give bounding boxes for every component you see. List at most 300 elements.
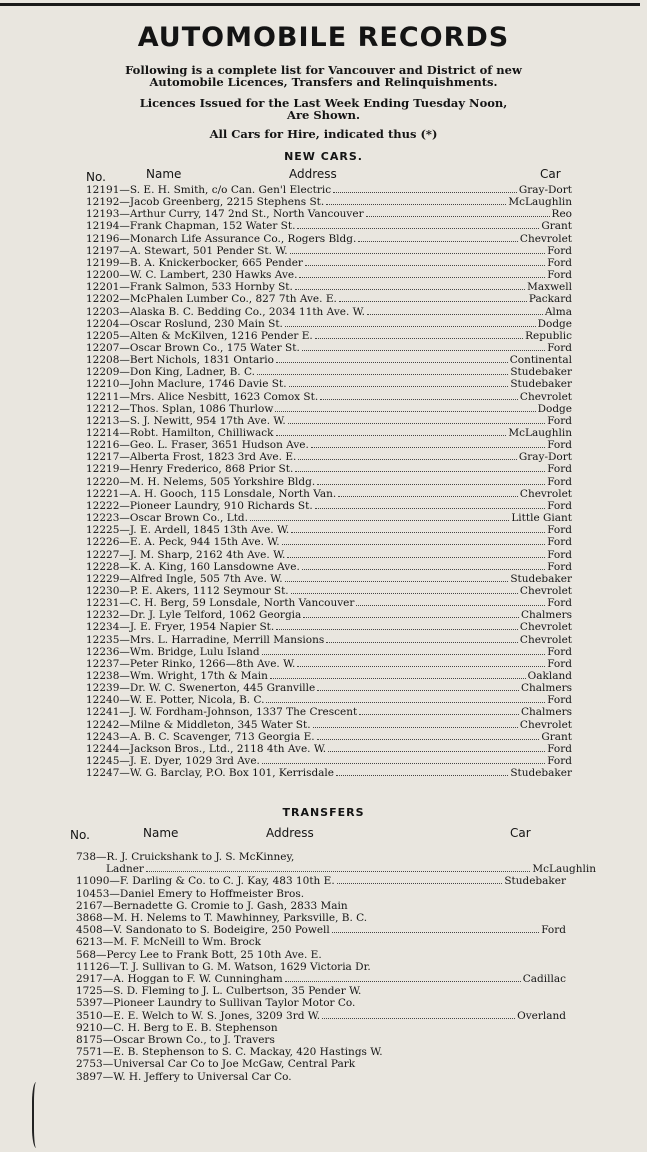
new-car-entry: 12211—Mrs. Alice Nesbitt, 1623 Comox St. — [86, 390, 319, 403]
new-car-owner: W. E. Potter, Nicola, B. C. — [129, 694, 265, 707]
new-cars-header-no: No. — [86, 170, 106, 184]
new-car-entry: 12197—A. Stewart, 501 Pender St. W. — [86, 244, 288, 257]
transfer-row — [76, 851, 566, 863]
new-car-make: Reo — [551, 208, 572, 221]
transfer-entry: 9210—C. H. Berg to E. B. Stephenson — [76, 1021, 278, 1034]
new-car-row — [86, 525, 572, 536]
new-car-make: Ford — [547, 256, 572, 269]
new-car-row — [86, 695, 572, 706]
transfer-parties: C. H. Berg to E. B. Stephenson — [113, 1021, 278, 1034]
new-car-owner: J. E. Fryer, 1954 Napier St. — [129, 621, 275, 634]
new-car-make: Ford — [547, 560, 572, 573]
new-car-owner: Dr. J. Lyle Telford, 1062 Georgia — [129, 609, 302, 622]
dot-leader — [298, 459, 517, 460]
new-car-owner: Jackson Bros., Ltd., 2118 4th Ave. W. — [129, 742, 327, 755]
transfer-row — [76, 875, 566, 887]
new-car-number: 12239 — [86, 682, 120, 695]
transfer-car: Ford — [541, 924, 566, 937]
new-car-row — [86, 343, 572, 354]
new-car-entry: 12193—Arthur Curry, 147 2nd St., North Vancouver — [86, 208, 364, 221]
new-car-owner: Monarch Life Assurance Co., Rogers Bldg. — [129, 232, 357, 245]
new-car-entry: 12216—Geo. L. Fraser, 3651 Hudson Ave. — [86, 439, 309, 452]
dot-leader — [262, 763, 545, 764]
new-car-owner: J. W. Fordham-Johnson, 1337 The Crescent — [129, 706, 358, 719]
new-car-row — [86, 319, 572, 330]
transfer-entry: 738—R. J. Cruickshank to J. S. McKinney, — [76, 851, 295, 863]
new-car-make: Alma — [544, 305, 572, 318]
new-car-owner: Robt. Hamilton, Chilliwack — [129, 427, 274, 439]
new-car-make: Chevrolet — [519, 232, 572, 245]
subtitle-line-5: All Cars for Hire, indicated thus (*) — [209, 127, 438, 141]
new-car-make: Ford — [547, 475, 572, 488]
transfer-number: 9210 — [76, 1021, 103, 1034]
new-car-make: Chalmers — [521, 609, 572, 622]
new-car-entry: 12231—C. H. Berg, 59 Lonsdale, North Vancouver — [86, 597, 355, 610]
new-car-entry: 12238—Wm. Wright, 17th & Main — [86, 670, 268, 682]
transfer-number: 10453 — [76, 887, 110, 900]
transfer-row — [76, 1034, 566, 1046]
new-car-owner: Alten & McKilven, 1216 Pender E. — [129, 329, 313, 342]
new-car-entry: 12214—Robt. Hamilton, Chilliwack — [86, 427, 274, 439]
transfer-entry: 6213—M. F. McNeill to Wm. Brock — [76, 936, 262, 949]
new-car-number: 12235 — [86, 633, 120, 646]
transfer-row — [76, 900, 566, 912]
new-car-owner: J. E. Ardell, 1845 13th Ave. W. — [129, 524, 290, 537]
new-car-make: Ford — [547, 463, 572, 476]
new-car-owner: Frank Salmon, 533 Hornby St. — [129, 281, 293, 294]
new-car-make: Republic — [525, 329, 572, 342]
transfer-row — [76, 1071, 566, 1083]
dot-leader — [326, 204, 506, 205]
new-car-make: Ford — [547, 414, 572, 427]
new-car-make: McLaughlin — [508, 196, 572, 209]
transfer-parties: Ladner — [106, 863, 144, 876]
new-car-number: 12201 — [86, 281, 120, 294]
new-car-owner: Henry Frederico, 868 Prior St. — [129, 463, 294, 476]
new-car-row — [86, 768, 572, 779]
new-car-row — [86, 428, 572, 439]
new-car-number: 12236 — [86, 645, 120, 658]
new-car-row — [86, 562, 572, 573]
new-car-owner: Don King, Ladner, B. C. — [129, 366, 255, 379]
new-car-entry: 12220—M. H. Nelems, 505 Yorkshire Bldg. — [86, 475, 316, 488]
new-car-row — [86, 610, 572, 621]
dot-leader — [275, 411, 535, 412]
transfer-number: 3868 — [76, 912, 103, 924]
new-car-number: 12230 — [86, 584, 120, 597]
new-car-entry: 12239—Dr. W. C. Swenerton, 445 Granville — [86, 682, 316, 695]
new-car-make: Chalmers — [521, 682, 572, 695]
new-car-number: 12211 — [86, 390, 120, 403]
new-car-number: 12221 — [86, 487, 120, 500]
new-car-owner: Milne & Middleton, 345 Water St. — [129, 718, 311, 731]
new-car-entry: 12203—Alaska B. C. Bedding Co., 2034 11th Ave. W. — [86, 305, 365, 318]
new-car-make: Ford — [547, 536, 572, 549]
new-car-number: 12191 — [86, 184, 120, 196]
new-car-entry: 12209—Don King, Ladner, B. C. — [86, 366, 255, 379]
new-car-entry: 12196—Monarch Life Assurance Co., Rogers Bldg. — [86, 232, 357, 245]
new-car-owner: Oscar Brown Co., 175 Water St. — [129, 341, 300, 354]
dot-leader — [295, 471, 545, 472]
new-car-number: 12220 — [86, 475, 120, 488]
dot-leader — [326, 642, 518, 643]
new-car-entry: 12221—A. H. Gooch, 115 Lonsdale, North Van. — [86, 487, 337, 500]
new-car-number: 12219 — [86, 463, 120, 476]
new-car-owner: Thos. Splan, 1086 Thurlow — [129, 402, 274, 415]
new-car-entry: 12202—McPhalen Lumber Co., 827 7th Ave. E. — [86, 293, 337, 306]
transfers-header-name: Name — [143, 826, 179, 840]
new-car-number: 12222 — [86, 499, 120, 512]
new-car-make: Continental — [509, 354, 572, 367]
dot-leader — [337, 883, 503, 884]
transfer-row — [76, 1058, 566, 1070]
new-car-number: 12237 — [86, 657, 120, 670]
new-car-make: Ford — [547, 645, 572, 658]
dot-leader — [305, 265, 545, 266]
new-car-row — [86, 464, 572, 475]
new-car-make: Dodge — [537, 317, 572, 330]
new-car-make: Chevrolet — [519, 390, 572, 403]
dot-leader — [302, 569, 545, 570]
dot-leader — [333, 192, 517, 193]
transfers-header-address: Address — [266, 826, 314, 840]
new-car-make: Ford — [547, 597, 572, 610]
transfer-car: Cadillac — [522, 973, 566, 985]
dot-leader — [317, 484, 545, 485]
new-car-owner: Mrs. L. Harradine, Merrill Mansions — [129, 633, 325, 646]
transfer-entry: 2167—Bernadette G. Cromie to J. Gash, 2833 Main — [76, 899, 348, 912]
transfer-parties: Oscar Brown Co., to J. Travers — [113, 1034, 275, 1046]
new-car-number: 12209 — [86, 366, 120, 379]
dot-leader — [317, 690, 519, 691]
new-car-number: 12247 — [86, 767, 120, 780]
new-car-row — [86, 720, 572, 731]
new-car-number: 12208 — [86, 354, 120, 367]
new-car-make: Gray-Dort — [518, 451, 572, 464]
new-car-number: 12238 — [86, 670, 120, 682]
new-car-make: Ford — [547, 694, 572, 707]
dot-leader — [367, 314, 543, 315]
new-car-row — [86, 440, 572, 451]
dot-leader — [328, 751, 545, 752]
new-car-make: Studebaker — [510, 378, 572, 391]
transfer-row — [76, 961, 566, 973]
transfer-row — [76, 973, 566, 985]
new-car-row — [86, 501, 572, 512]
new-car-entry: 12217—Alberta Frost, 1823 3rd Ave. E. — [86, 451, 297, 464]
new-car-owner: C. H. Berg, 59 Lonsdale, North Vancouver — [129, 597, 355, 610]
new-car-make: Chevrolet — [519, 621, 572, 634]
dot-leader — [291, 593, 518, 594]
new-car-number: 12192 — [86, 196, 120, 209]
new-car-number: 12216 — [86, 439, 120, 452]
new-car-make: Ford — [547, 244, 572, 257]
new-car-row — [86, 392, 572, 403]
transfer-number: 2753 — [76, 1058, 103, 1071]
new-car-number: 12200 — [86, 269, 120, 282]
new-car-entry: 12247—W. G. Barclay, P.O. Box 101, Kerrisdale — [86, 767, 335, 780]
new-car-number: 12199 — [86, 256, 120, 269]
new-car-entry: 12212—Thos. Splan, 1086 Thurlow — [86, 402, 274, 415]
new-car-row — [86, 647, 572, 658]
new-car-owner: Wm. Bridge, Lulu Island — [129, 645, 260, 658]
dot-leader — [285, 326, 536, 327]
new-car-make: Chevrolet — [519, 584, 572, 597]
new-car-row — [86, 622, 572, 633]
subtitle-line-3: Licences Issued for the Last Week Ending Tuesday Noon, — [139, 96, 508, 110]
top-rule — [0, 3, 640, 6]
transfers-header-no: No. — [70, 828, 90, 842]
pen-mark — [32, 1082, 46, 1148]
new-car-row — [86, 270, 572, 281]
subtitle-line-4: Are Shown. — [287, 108, 360, 122]
new-car-entry: 12240—W. E. Potter, Nicola, B. C. — [86, 694, 265, 707]
transfer-parties: Percy Lee to Frank Bott, 25 10th Ave. E. — [106, 948, 322, 961]
new-car-row — [86, 185, 572, 196]
dot-leader — [315, 338, 523, 339]
new-car-row — [86, 598, 572, 609]
new-car-row — [86, 404, 572, 415]
new-car-number: 12232 — [86, 609, 120, 622]
dot-leader — [338, 496, 518, 497]
new-car-owner: P. E. Akers, 1112 Seymour St. — [129, 584, 289, 597]
dot-leader — [146, 871, 530, 872]
transfer-entry: 8175—Oscar Brown Co., to J. Travers — [76, 1034, 275, 1046]
dot-leader — [358, 241, 518, 242]
new-car-entry: 12226—E. A. Peck, 944 15th Ave. W. — [86, 536, 280, 549]
new-car-owner: Jacob Greenberg, 2215 Stephens St. — [129, 196, 325, 209]
new-car-entry: 12228—K. A. King, 160 Lansdowne Ave. — [86, 560, 300, 573]
transfer-entry: 3510—E. E. Welch to W. S. Jones, 3209 3rd W. — [76, 1009, 321, 1022]
transfer-number: 3510 — [76, 1009, 103, 1022]
new-car-row — [86, 744, 572, 755]
transfer-number: 5397 — [76, 997, 103, 1010]
dot-leader — [359, 714, 519, 715]
new-car-entry: 12227—J. M. Sharp, 2162 4th Ave. W. — [86, 548, 286, 561]
new-car-row — [86, 550, 572, 561]
transfer-row — [76, 1046, 566, 1058]
new-car-number: 12212 — [86, 402, 120, 415]
new-car-row — [86, 683, 572, 694]
new-car-row — [86, 707, 572, 718]
new-car-entry: 12201—Frank Salmon, 533 Hornby St. — [86, 281, 293, 294]
transfer-entry: 10453—Daniel Emery to Hoffmeister Bros. — [76, 887, 305, 900]
new-cars-header-name: Name — [146, 167, 182, 181]
transfer-car: Overland — [517, 1009, 566, 1022]
transfer-row — [76, 1010, 566, 1022]
new-car-number: 12228 — [86, 560, 120, 573]
new-car-row — [86, 367, 572, 378]
new-car-entry: 12234—J. E. Fryer, 1954 Napier St. — [86, 621, 275, 634]
new-car-entry: 12229—Alfred Ingle, 505 7th Ave. W. — [86, 572, 283, 585]
new-car-entry: 12235—Mrs. L. Harradine, Merrill Mansions — [86, 633, 325, 646]
new-car-entry: 12230—P. E. Akers, 1112 Seymour St. — [86, 584, 289, 597]
new-car-entry: 12222—Pioneer Laundry, 910 Richards St. — [86, 499, 313, 512]
transfer-number: 7571 — [76, 1046, 103, 1059]
new-car-make: Maxwell — [527, 281, 572, 294]
new-car-entry: 12243—A. B. C. Scavenger, 713 Georgia E. — [86, 730, 315, 743]
new-car-owner: Oscar Roslund, 230 Main St. — [129, 317, 283, 330]
new-car-owner: A. Stewart, 501 Pender St. W. — [129, 244, 288, 257]
transfer-car: McLaughlin — [532, 863, 596, 876]
new-car-owner: A. H. Gooch, 115 Lonsdale, North Van. — [129, 487, 337, 500]
new-car-make: Gray-Dort — [518, 184, 572, 196]
subtitle-line-2: Automobile Licences, Transfers and Relinquishments. — [149, 75, 498, 89]
new-car-entry: 12191—S. E. H. Smith, c/o Can. Gen'l Electric — [86, 184, 332, 196]
new-car-owner: Bert Nichols, 1831 Ontario — [129, 354, 274, 367]
transfer-parties: W. H. Jeffery to Universal Car Co. — [113, 1070, 292, 1083]
new-car-owner: Frank Chapman, 152 Water St. — [129, 220, 296, 233]
transfer-row — [76, 888, 566, 900]
new-car-row — [86, 732, 572, 743]
new-car-owner: S. J. Newitt, 954 17th Ave. W. — [129, 414, 286, 427]
transfer-parties: F. Darling & Co. to C. J. Kay, 483 10th E. — [119, 875, 335, 888]
dot-leader — [299, 277, 545, 278]
transfer-parties: T. J. Sullivan to G. M. Watson, 1629 Victoria Dr. — [119, 960, 371, 973]
new-car-entry: 12219—Henry Frederico, 868 Prior St. — [86, 463, 294, 476]
new-car-make: Chalmers — [521, 706, 572, 719]
new-car-row — [86, 477, 572, 488]
new-car-number: 12202 — [86, 293, 120, 306]
new-car-row — [86, 209, 572, 220]
new-car-owner: McPhalen Lumber Co., 827 7th Ave. E. — [129, 293, 337, 306]
transfer-parties: M. F. McNeill to Wm. Brock — [113, 936, 262, 949]
new-car-entry: 12208—Bert Nichols, 1831 Ontario — [86, 354, 274, 367]
new-car-row — [86, 234, 572, 245]
transfer-row — [76, 997, 566, 1009]
new-car-owner: E. A. Peck, 944 15th Ave. W. — [129, 536, 280, 549]
new-car-row — [86, 282, 572, 293]
transfer-number: 2917 — [76, 973, 103, 985]
new-car-number: 12242 — [86, 718, 120, 731]
headline: AUTOMOBILE RECORDS — [137, 22, 510, 53]
new-car-number: 12213 — [86, 414, 120, 427]
transfer-number: 6213 — [76, 936, 103, 949]
transfer-entry: 1725—S. D. Fleming to J. L. Culbertson, 35 Pender W. — [76, 985, 362, 998]
new-car-owner: J. E. Dyer, 1029 3rd Ave. — [129, 755, 260, 768]
new-car-make: McLaughlin — [508, 427, 572, 439]
new-car-row — [86, 258, 572, 269]
subtitle-line-1: Following is a complete list for Vancouver and District of new — [125, 63, 522, 77]
new-car-number: 12225 — [86, 524, 120, 537]
dot-leader — [282, 544, 546, 545]
new-car-owner: S. E. H. Smith, c/o Can. Gen'l Electric — [129, 184, 332, 196]
new-car-number: 12197 — [86, 244, 120, 257]
dot-leader — [291, 532, 545, 533]
new-car-number: 12231 — [86, 597, 120, 610]
new-car-make: Chevrolet — [519, 718, 572, 731]
transfer-parties: S. D. Fleming to J. L. Culbertson, 35 Pender W. — [113, 985, 362, 998]
new-car-entry: 12192—Jacob Greenberg, 2215 Stephens St. — [86, 196, 325, 209]
new-car-entry: 12244—Jackson Bros., Ltd., 2118 4th Ave. W. — [86, 742, 327, 755]
new-car-owner: Arthur Curry, 147 2nd St., North Vancouver — [129, 208, 364, 221]
dot-leader — [276, 362, 508, 363]
new-car-owner: Geo. L. Fraser, 3651 Hudson Ave. — [129, 439, 309, 452]
dot-leader — [322, 1018, 515, 1019]
transfer-row — [76, 949, 566, 961]
new-car-number: 12245 — [86, 755, 120, 768]
new-car-entry: 12225—J. E. Ardell, 1845 13th Ave. W. — [86, 524, 290, 537]
new-car-entry: 12236—Wm. Bridge, Lulu Island — [86, 645, 260, 658]
transfer-entry: 3897—W. H. Jeffery to Universal Car Co. — [76, 1070, 292, 1083]
new-car-entry: 12242—Milne & Middleton, 345 Water St. — [86, 718, 311, 731]
transfer-entry: 11090—F. Darling & Co. to C. J. Kay, 483 10th E. — [76, 875, 335, 888]
transfers-header-car: Car — [510, 826, 531, 840]
transfer-entry: 11126—T. J. Sullivan to G. M. Watson, 1629 Victoria Dr. — [76, 960, 371, 973]
dot-leader — [317, 739, 540, 740]
dot-leader — [250, 520, 509, 521]
dot-leader — [288, 423, 546, 424]
new-car-make: Packard — [528, 293, 572, 306]
new-car-make: Little Giant — [511, 512, 572, 525]
dot-leader — [336, 775, 508, 776]
new-car-make: Ford — [547, 524, 572, 537]
transfer-row — [106, 863, 596, 875]
new-car-entry: 12210—John Maclure, 1746 Davie St. — [86, 378, 287, 391]
dot-leader — [332, 932, 539, 933]
new-car-row — [86, 355, 572, 366]
transfer-entry: 568—Percy Lee to Frank Bott, 25 10th Ave. E. — [76, 948, 322, 961]
transfer-number: 3897 — [76, 1070, 103, 1083]
new-car-make: Studebaker — [510, 767, 572, 780]
new-car-entry: 12200—W. C. Lambert, 230 Hawks Ave. — [86, 269, 298, 282]
new-car-owner: B. A. Knickerbocker, 665 Pender — [129, 256, 303, 269]
transfer-number: 11090 — [76, 875, 110, 888]
new-car-number: 12227 — [86, 548, 120, 561]
new-car-row — [86, 586, 572, 597]
new-car-row — [86, 294, 572, 305]
new-car-owner: Alberta Frost, 1823 3rd Ave. E. — [129, 451, 297, 464]
new-car-make: Grant — [541, 220, 572, 233]
dot-leader — [297, 666, 545, 667]
dot-leader — [266, 702, 545, 703]
new-car-number: 12217 — [86, 451, 120, 464]
new-car-number: 12226 — [86, 536, 120, 549]
new-car-row — [86, 671, 572, 682]
dot-leader — [270, 678, 526, 679]
new-car-row — [86, 635, 572, 646]
new-car-number: 12234 — [86, 621, 120, 634]
new-car-make: Ford — [547, 742, 572, 755]
new-car-owner: W. C. Lambert, 230 Hawks Ave. — [129, 269, 298, 282]
transfer-number: 738 — [76, 851, 97, 863]
dot-leader — [287, 557, 545, 558]
new-car-entry: 12213—S. J. Newitt, 954 17th Ave. W. — [86, 414, 286, 427]
transfer-number: 568 — [76, 948, 97, 961]
new-car-row — [86, 513, 572, 524]
new-cars-title: NEW CARS. — [284, 150, 363, 163]
new-car-row — [86, 756, 572, 767]
transfer-number: 2167 — [76, 899, 103, 912]
dot-leader — [313, 727, 518, 728]
new-car-entry: 12237—Peter Rinko, 1266—8th Ave. W. — [86, 657, 296, 670]
transfer-entry: 2917—A. Hoggan to F. W. Cunningham — [76, 973, 283, 985]
new-cars-header-car: Car — [540, 167, 561, 181]
new-car-entry: 12223—Oscar Brown Co., Ltd. — [86, 512, 248, 525]
new-car-make: Ford — [547, 657, 572, 670]
transfer-number: 1725 — [76, 985, 103, 998]
new-car-row — [86, 331, 572, 342]
new-car-row — [86, 307, 572, 318]
transfer-parties: M. H. Nelems to T. Mawhinney, Parksville, B. C. — [113, 912, 368, 924]
new-car-entry: 12194—Frank Chapman, 152 Water St. — [86, 220, 296, 233]
new-car-number: 12244 — [86, 742, 120, 755]
new-car-row — [86, 489, 572, 500]
new-car-owner: Dr. W. C. Swenerton, 445 Granville — [129, 682, 316, 695]
new-car-row — [86, 197, 572, 208]
dot-leader — [257, 374, 508, 375]
transfer-row — [76, 912, 566, 924]
